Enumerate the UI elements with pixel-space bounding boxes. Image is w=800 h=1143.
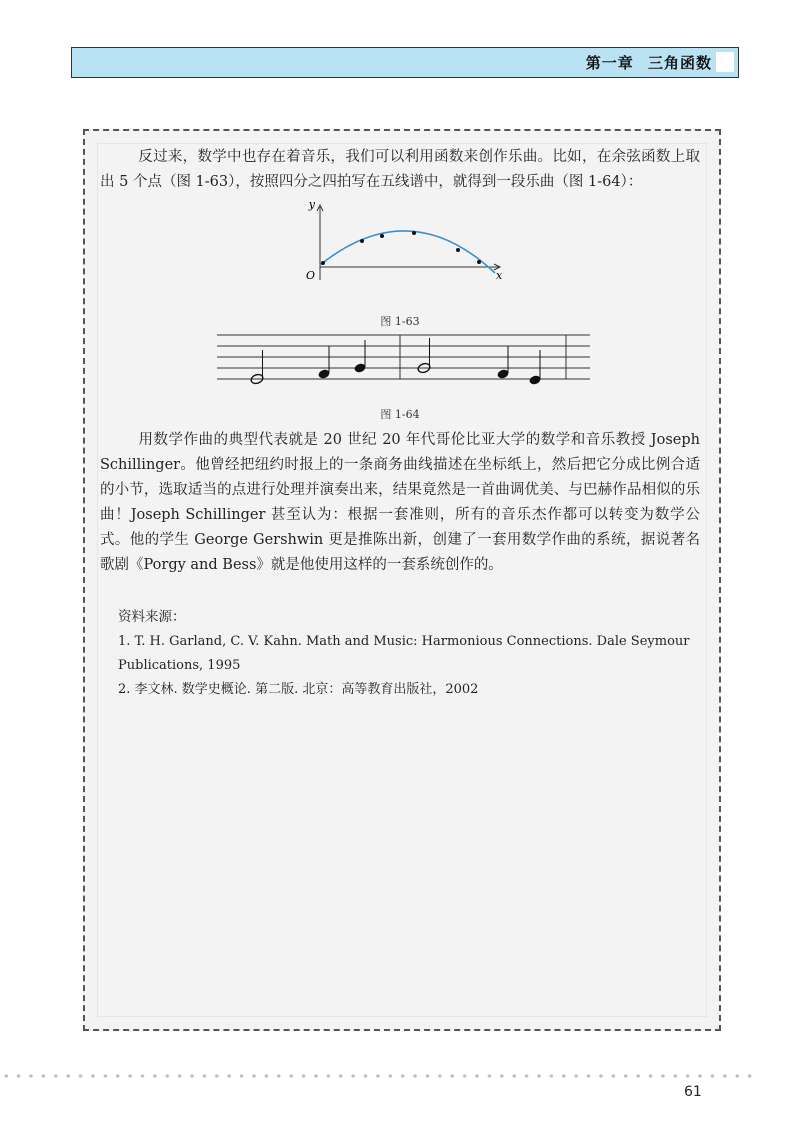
references-title: 资料来源： <box>118 609 186 625</box>
reference-item: 1. T. H. Garland, C. V. Kahn. Math and Music: Harmonious Connections. Dale Seymour Publications, 1995 <box>118 634 690 673</box>
figure-1-63-caption: 图 1-63 <box>380 315 420 328</box>
intro-paragraph-text: 反过来，数学中也存在着音乐，我们可以利用函数来创作乐曲。比如，在余弦函数上取出 5 个点（图 1-63），按照四分之四拍写在五线谱中，就得到一段乐曲（图 1-64）： <box>100 149 700 190</box>
figure-1-64 <box>212 330 592 390</box>
intro-paragraph <box>100 145 700 195</box>
footer-dotted-divider <box>0 1073 760 1079</box>
body-paragraph <box>100 428 700 578</box>
reference-item: 2. 李文林. 数学史概论. 第二版. 北京：高等教育出版社，2002 <box>118 682 479 697</box>
header-corner-square <box>716 52 734 72</box>
staff-lines <box>217 335 590 379</box>
page-number: 61 <box>684 1084 702 1100</box>
figure-1-63 <box>290 195 520 290</box>
origin-label: O <box>306 269 316 282</box>
curve-point <box>380 234 384 238</box>
y-axis-label: y <box>308 198 315 211</box>
curve-point <box>477 260 481 264</box>
curve-point <box>456 248 460 252</box>
chapter-title: 第一章 三角函数 <box>585 54 712 72</box>
x-axis-label: x <box>496 269 503 282</box>
curve-point <box>412 231 416 235</box>
body-paragraph-text: 用数学作曲的典型代表就是 20 世纪 20 年代哥伦比亚大学的数学和音乐教授 Joseph Schillinger。他曾经把纽约时报上的一条商务曲线描述在坐标纸上，然后把它分成比例合适的小节，选取适当的点进行处理并演奏出来，结果竟然是一首曲调优美、与巴赫作品相似的乐曲！Joseph Schillinger 甚至认为：根据一套准则，所有的音乐杰作都可以转变为数学公式。他的学生 George Gershwin 更是推陈出新，创建了一套用数学作曲的系统，据说著名歌剧《Porgy and Bess》就是他使用这样的一套系统创作的。 <box>100 432 700 573</box>
figure-1-64-caption: 图 1-64 <box>380 408 420 421</box>
curve-point <box>321 261 325 265</box>
curve-point <box>360 239 364 243</box>
chapter-header-bar <box>71 47 739 78</box>
